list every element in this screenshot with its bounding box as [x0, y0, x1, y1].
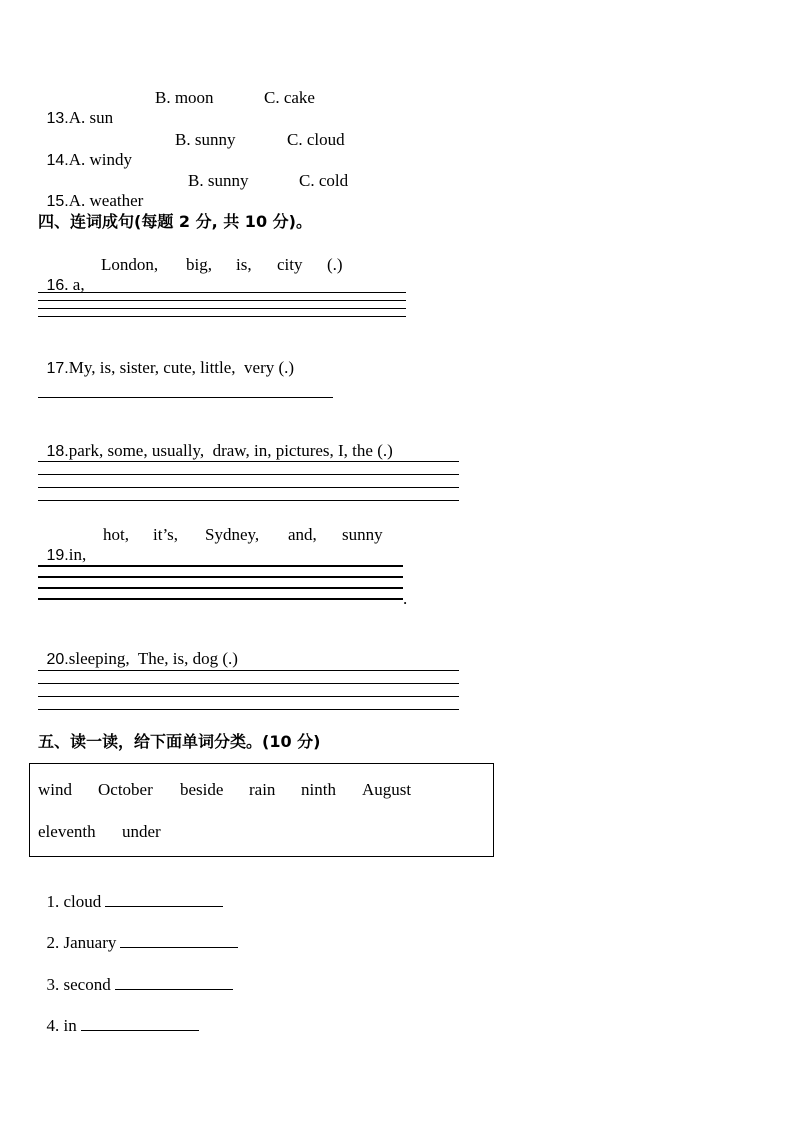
question-number: 17. [46, 360, 69, 377]
word: big, [186, 255, 212, 274]
option-b: B. sunny [188, 171, 249, 190]
question-number: 15. [46, 193, 69, 210]
question-18 [38, 421, 393, 462]
question-text: My, is, sister, cute, little, very (.) [68, 358, 295, 377]
word-bank-word: rain [249, 780, 276, 799]
word-bank-word: October [98, 780, 153, 799]
classify-item [38, 911, 238, 953]
classify-item [38, 953, 233, 995]
answer-line[interactable] [38, 500, 459, 501]
answer-line[interactable] [38, 670, 459, 671]
answer-line[interactable] [38, 397, 333, 398]
answer-line[interactable] [38, 292, 406, 293]
classify-label: 4. in [46, 1016, 77, 1035]
section-5-heading: 五、读一读，给下面单词分类。(10 分) [38, 732, 321, 751]
answer-line[interactable] [38, 565, 403, 567]
word: city [277, 255, 303, 274]
word-bank-word: ninth [301, 780, 336, 799]
answer-line[interactable] [38, 683, 459, 684]
option-a: A. windy [68, 150, 133, 169]
question-15 [38, 171, 143, 212]
question-number: 13. [46, 110, 69, 127]
question-text: park, some, usually, draw, in, pictures, I, the (.) [68, 441, 393, 460]
question-number: 18. [46, 443, 69, 460]
word: is, [236, 255, 252, 274]
option-b: B. moon [155, 88, 214, 107]
word: in, [68, 545, 87, 564]
answer-line[interactable] [38, 576, 403, 578]
word: Sydney, [205, 525, 260, 544]
word: it’s, [153, 525, 179, 544]
question-number: 19. [46, 547, 69, 564]
answer-blank[interactable] [81, 1014, 199, 1031]
word: (.) [327, 255, 343, 274]
word: sunny [342, 525, 383, 544]
answer-line[interactable] [38, 598, 403, 600]
word-bank-word: eleventh [38, 822, 96, 841]
question-13 [38, 88, 113, 129]
option-a: A. sun [68, 108, 114, 127]
classify-label: 1. cloud [46, 892, 102, 911]
question-text: sleeping, The, is, dog (.) [68, 649, 238, 668]
answer-blank[interactable] [115, 973, 233, 990]
question-number: 20. [46, 651, 69, 668]
option-c: C. cloud [287, 130, 345, 149]
question-number: 14. [46, 152, 69, 169]
word-bank-word: beside [180, 780, 224, 799]
question-20 [38, 629, 238, 670]
classify-item [38, 994, 199, 1036]
answer-line[interactable] [38, 709, 459, 710]
classify-item [38, 870, 223, 912]
question-number: 16 [46, 277, 65, 294]
word: . a, [64, 275, 85, 294]
end-mark: . [403, 589, 408, 608]
question-17 [38, 338, 294, 379]
option-b: B. sunny [175, 130, 236, 149]
word-bank-word: August [362, 780, 412, 799]
option-c: C. cake [264, 88, 315, 107]
section-4-heading: 四、连词成句(每题 2 分, 共 10 分)。 [38, 212, 312, 231]
answer-blank[interactable] [105, 890, 223, 907]
answer-blank[interactable] [120, 931, 238, 948]
word-bank-word: wind [38, 780, 72, 799]
classify-label: 3. second [46, 975, 111, 994]
option-c: C. cold [299, 171, 349, 190]
question-16 [38, 255, 85, 296]
question-19 [38, 525, 86, 566]
word: and, [288, 525, 317, 544]
answer-line[interactable] [38, 474, 459, 475]
word: hot, [103, 525, 129, 544]
question-14 [38, 130, 132, 171]
word-bank-box [29, 763, 494, 857]
answer-line[interactable] [38, 587, 403, 589]
answer-line[interactable] [38, 316, 406, 317]
classify-label: 2. January [46, 933, 117, 952]
word: London, [101, 255, 159, 274]
answer-line[interactable] [38, 487, 459, 488]
answer-line[interactable] [38, 461, 459, 462]
answer-line[interactable] [38, 300, 406, 301]
option-a: A. weather [68, 191, 144, 210]
answer-line[interactable] [38, 696, 459, 697]
word-bank-word: under [122, 822, 161, 841]
answer-line[interactable] [38, 308, 406, 309]
